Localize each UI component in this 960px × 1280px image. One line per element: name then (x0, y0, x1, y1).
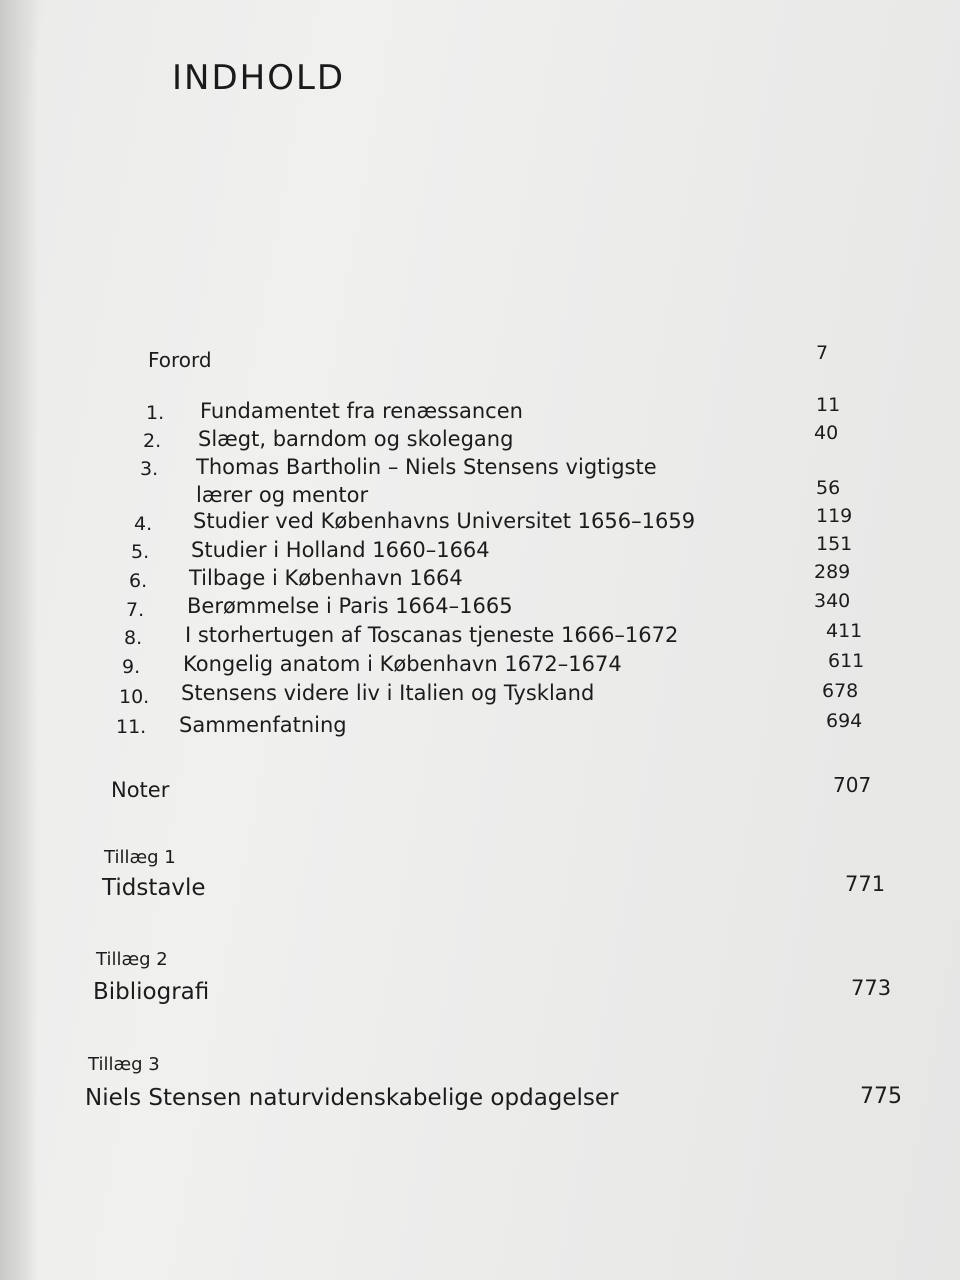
chapter-number: 9. (122, 656, 141, 678)
chapter-page: 40 (814, 422, 839, 444)
chapter-number: 4. (134, 513, 153, 535)
chapter-title: Stensens videre liv i Italien og Tyskland (181, 681, 595, 705)
appendix-label: Tillæg 3 (88, 1054, 160, 1075)
appendix-label: Tillæg 1 (104, 847, 176, 868)
chapter-page: 151 (816, 533, 853, 555)
chapter-title: Tilbage i København 1664 (189, 566, 463, 590)
appendix-page: 775 (860, 1084, 902, 1109)
chapter-page: 411 (826, 620, 863, 642)
toc-entry-page: 707 (833, 773, 872, 797)
appendix-title: Niels Stensen naturvidenskabelige opdagelser (85, 1085, 619, 1111)
chapter-page: 11 (816, 394, 841, 416)
chapter-title-continued: lærer og mentor (196, 483, 369, 507)
chapter-title: Fundamentet fra renæssancen (200, 399, 523, 423)
chapter-title: Studier ved Københavns Universitet 1656–1659 (193, 509, 696, 533)
chapter-number: 1. (146, 402, 165, 424)
chapter-page: 694 (826, 710, 863, 732)
chapter-number: 3. (140, 458, 159, 480)
page-spine-shadow (0, 0, 38, 1280)
toc-entry-page: 7 (816, 342, 829, 364)
toc-entry-label: Forord (148, 348, 212, 372)
chapter-title: Sammenfatning (179, 713, 347, 737)
chapter-page: 678 (822, 680, 859, 702)
page-title: INDHOLD (172, 58, 346, 98)
appendix-title: Bibliografi (93, 979, 210, 1005)
chapter-page: 56 (816, 477, 841, 499)
chapter-number: 7. (126, 599, 145, 621)
chapter-page: 340 (814, 590, 851, 612)
chapter-number: 10. (119, 686, 150, 708)
chapter-title: Kongelig anatom i København 1672–1674 (183, 652, 622, 676)
chapter-number: 2. (143, 430, 162, 452)
chapter-page: 289 (814, 561, 851, 583)
toc-entry-label: Noter (111, 778, 170, 802)
chapter-number: 8. (124, 627, 143, 649)
chapter-title: I storhertugen af Toscanas tjeneste 1666–1672 (185, 623, 679, 647)
chapter-page: 119 (816, 505, 853, 527)
chapter-number: 5. (131, 541, 150, 563)
chapter-title: Studier i Holland 1660–1664 (191, 538, 490, 562)
chapter-title: Berømmelse i Paris 1664–1665 (187, 594, 513, 618)
appendix-title: Tidstavle (102, 875, 206, 901)
chapter-title: Thomas Bartholin – Niels Stensens vigtigste (196, 455, 657, 479)
chapter-title: Slægt, barndom og skolegang (198, 427, 514, 451)
chapter-number: 6. (129, 570, 148, 592)
chapter-page: 611 (828, 650, 865, 672)
appendix-page: 771 (845, 872, 886, 896)
appendix-page: 773 (851, 976, 892, 1000)
chapter-number: 11. (116, 716, 147, 738)
appendix-label: Tillæg 2 (96, 949, 168, 970)
